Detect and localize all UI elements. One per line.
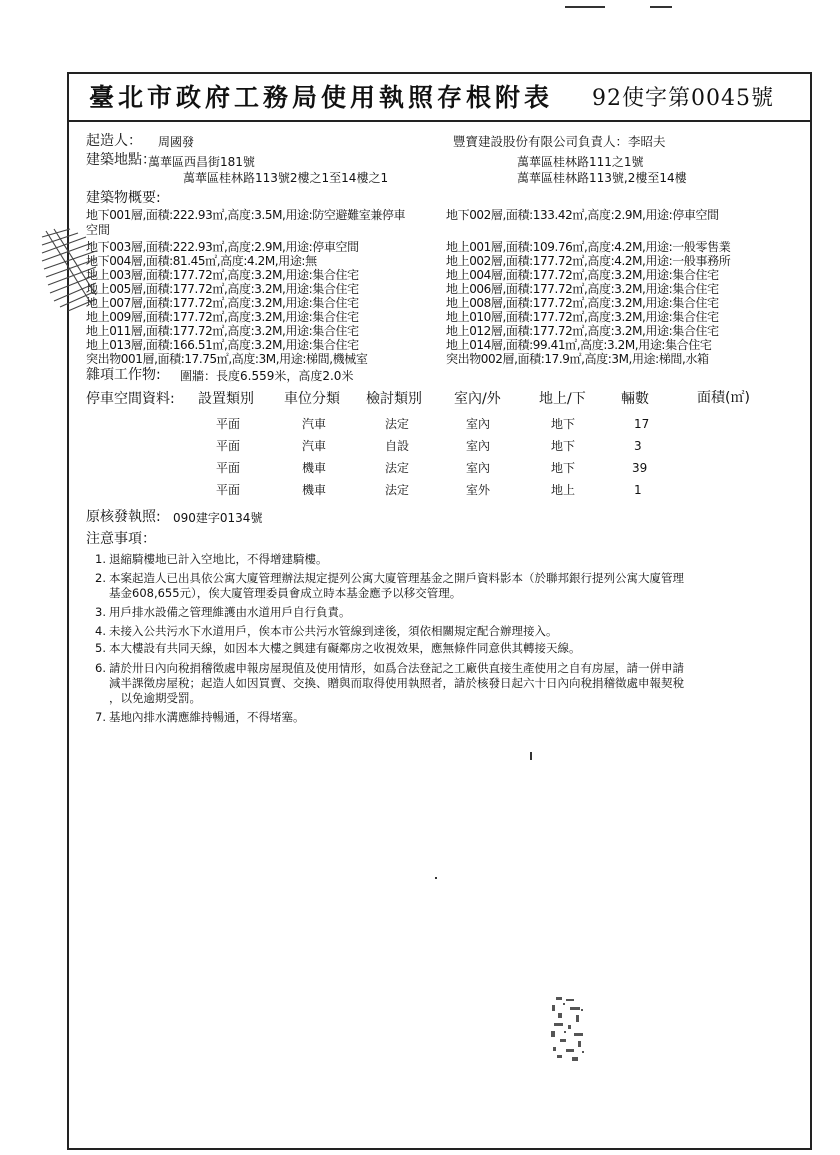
- title-row: [67, 72, 812, 122]
- note-item: [95, 661, 684, 675]
- parking-cell: 室內: [466, 439, 491, 453]
- note-text: 基金608,655元），俟大廈管理委員會成立時本基金應予以移交管理。: [109, 586, 462, 600]
- note-text: ，以免逾期受罰。: [109, 691, 201, 705]
- note-text: 本案起造人已出具依公寓大廈管理辦法規定提列公寓大廈管理基金之開戶資料影本（於聯邦銀行提列公寓大廈管理: [109, 571, 684, 585]
- note-item: [95, 676, 684, 690]
- parking-cell: 汽車: [302, 417, 327, 431]
- parking-cell: 平面: [216, 461, 241, 475]
- note-text: 減半課徵房屋稅；起造人如因買賣、交換、贈與而取得使用執照者，請於核發日起六十日內向稅捐稽徵處申報契稅: [109, 676, 684, 690]
- note-number: 4.: [95, 624, 106, 638]
- building-label: 建築物概要:: [86, 190, 161, 206]
- note-text: 請於卅日內向稅捐稽徵處申報房屋現值及使用情形，如爲合法登記之工廠供直接生產使用之自有房屋，請一併申請: [109, 661, 684, 675]
- parking-cell: 地下: [551, 439, 576, 453]
- applicant-company: 豐寶建設股份有限公司負責人：李昭夫: [453, 134, 666, 149]
- floor-item: 地上003層,面積:177.72㎡,高度:3.2M,用途:集合住宅: [86, 268, 359, 282]
- received-stamp-graphic: [40, 225, 98, 315]
- scan-mark: [565, 6, 605, 8]
- floor-item: 地上002層,面積:177.72㎡,高度:4.2M,用途:一般事務所: [446, 254, 731, 268]
- notes-label: 注意事項：: [86, 531, 156, 547]
- parking-header-cell: 地上/下: [539, 391, 586, 407]
- floor-item: 地上012層,面積:177.72㎡,高度:3.2M,用途:集合住宅: [446, 324, 719, 338]
- parking-cell: 地下: [551, 417, 576, 431]
- floor-item: 地上006層,面積:177.72㎡,高度:3.2M,用途:集合住宅: [446, 282, 719, 296]
- floor-item: 突出物001層,面積:17.75㎡,高度:3M,用途:梯間,機械室: [86, 352, 368, 366]
- parking-cell: 機車: [302, 461, 327, 475]
- note-item: [95, 571, 684, 585]
- floor-item: 突出物002層,面積:17.9㎡,高度:3M,用途:梯間,水箱: [446, 352, 709, 366]
- note-text: 退縮騎樓地已計入空地比，不得增建騎樓。: [109, 552, 328, 566]
- permit-number: 92使字第0045號: [592, 86, 774, 111]
- parking-cell: 地上: [551, 483, 576, 497]
- note-number: 5.: [95, 641, 106, 655]
- floor-item: 地上001層,面積:109.76㎡,高度:4.2M,用途:一般零售業: [446, 240, 731, 254]
- note-item: [95, 586, 461, 600]
- parking-cell: 室內: [466, 417, 491, 431]
- floor-item: 地上014層,面積:99.41㎡,高度:3.2M,用途:集合住宅: [446, 338, 712, 352]
- official-seal-graphic: [548, 995, 588, 1065]
- note-item: [95, 552, 328, 566]
- site-address-2: 萬華區桂林路111之1號: [517, 155, 644, 169]
- site-address-4: 萬華區桂林路113號,2樓至14樓: [517, 171, 687, 185]
- parking-header-cell: 檢討類別: [366, 391, 422, 407]
- misc-work-label: 雜項工作物:: [86, 367, 161, 383]
- note-item: [95, 691, 201, 705]
- floor-item: 地上008層,面積:177.72㎡,高度:3.2M,用途:集合住宅: [446, 296, 719, 310]
- note-item: [95, 605, 351, 619]
- parking-header-cell: 設置類別: [198, 391, 254, 407]
- building-line-b2: 地下002層,面積:133.42㎡,高度:2.9M,用途:停車空間: [446, 208, 719, 222]
- scan-speck: [528, 752, 534, 762]
- parking-cell: 室內: [466, 461, 491, 475]
- parking-cell: 平面: [216, 483, 241, 497]
- parking-header-cell: 面積(㎡): [697, 390, 750, 406]
- note-number: 2.: [95, 571, 106, 585]
- floor-item: 地下004層,面積:81.45㎡,高度:4.2M,用途:無: [86, 254, 317, 268]
- building-line-b1: 地下001層,面積:222.93㎡,高度:3.5M,用途:防空避難室兼停車: [86, 208, 406, 222]
- misc-work-value: 圍牆：長度6.559米，高度2.0米: [180, 369, 354, 383]
- parking-cell: 室外: [466, 483, 491, 497]
- note-item: [95, 624, 558, 638]
- floor-item: 地上004層,面積:177.72㎡,高度:3.2M,用途:集合住宅: [446, 268, 719, 282]
- parking-cell: 法定: [385, 483, 410, 497]
- original-license-value: 090建字0134號: [173, 511, 263, 525]
- parking-cell: 39: [632, 461, 648, 475]
- note-item: [95, 641, 581, 655]
- note-text: 基地內排水溝應維持暢通，不得堵塞。: [109, 710, 305, 724]
- parking-cell: 平面: [216, 439, 241, 453]
- applicant-label: 起造人：: [86, 133, 142, 149]
- parking-cell: 機車: [302, 483, 327, 497]
- applicant-name: 周國發: [158, 135, 195, 149]
- floor-item: 地上005層,面積:177.72㎡,高度:3.2M,用途:集合住宅: [86, 282, 359, 296]
- note-number: 1.: [95, 552, 106, 566]
- site-address-1: 萬華區西昌街181號: [148, 155, 255, 169]
- floor-item: 地下003層,面積:222.93㎡,高度:2.9M,用途:停車空間: [86, 240, 359, 254]
- floor-item: 地上007層,面積:177.72㎡,高度:3.2M,用途:集合住宅: [86, 296, 359, 310]
- building-line-b1-cont: 空間: [86, 223, 111, 237]
- parking-cell: 自設: [385, 439, 410, 453]
- note-text: 用戶排水設備之管理維護由水道用戶自行負責。: [109, 605, 351, 619]
- parking-cell: 地下: [551, 461, 576, 475]
- parking-header-cell: 室內/外: [454, 391, 501, 407]
- parking-cell: 17: [634, 417, 650, 431]
- scan-mark: [650, 6, 672, 8]
- note-number: 7.: [95, 710, 106, 724]
- parking-cell: 汽車: [302, 439, 327, 453]
- note-number: 6.: [95, 661, 106, 675]
- document-title: 臺北市政府工務局使用執照存根附表: [89, 83, 554, 112]
- parking-cell: 1: [634, 483, 642, 497]
- floor-item: 地上013層,面積:166.51㎡,高度:3.2M,用途:集合住宅: [86, 338, 359, 352]
- parking-header-cell: 輛數: [621, 391, 649, 407]
- parking-cell: 3: [634, 439, 642, 453]
- parking-cell: 平面: [216, 417, 241, 431]
- note-text: 未接入公共污水下水道用戶，俟本市公共污水管線到達後，須依相關規定配合辦理接入。: [109, 624, 558, 638]
- parking-header-cell: 車位分類: [284, 391, 340, 407]
- floor-item: 地上010層,面積:177.72㎡,高度:3.2M,用途:集合住宅: [446, 310, 719, 324]
- note-item: [95, 710, 305, 724]
- parking-cell: 法定: [385, 461, 410, 475]
- note-number: 3.: [95, 605, 106, 619]
- note-text: 本大樓設有共同天線，如因本大樓之興建有礙鄰房之收視效果，應無條件同意供其轉接天線。: [109, 641, 581, 655]
- floor-item: 地上011層,面積:177.72㎡,高度:3.2M,用途:集合住宅: [86, 324, 359, 338]
- site-address-3: 萬華區桂林路113號2樓之1至14樓之1: [183, 171, 389, 185]
- original-license-label: 原核發執照:: [86, 509, 161, 525]
- parking-cell: 法定: [385, 417, 410, 431]
- scan-speck: [433, 875, 439, 881]
- parking-label: 停車空間資料:: [86, 391, 175, 407]
- site-label: 建築地點：: [86, 152, 156, 168]
- floor-item: 地上009層,面積:177.72㎡,高度:3.2M,用途:集合住宅: [86, 310, 359, 324]
